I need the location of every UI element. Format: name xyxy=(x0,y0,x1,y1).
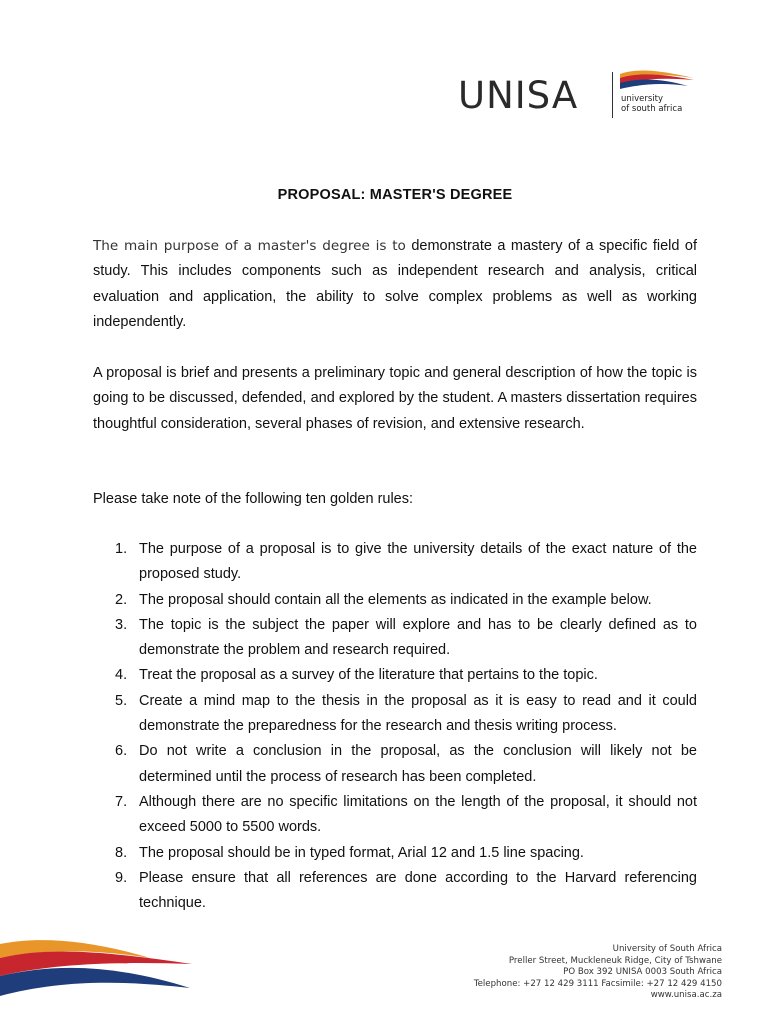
list-item-text: Please ensure that all references are done according to the Harvard referencing technique. xyxy=(139,869,697,912)
list-item-number: 7. xyxy=(115,793,128,810)
list-item-number: 6. xyxy=(115,743,128,760)
list-item-text: The topic is the subject the paper will explore and has to be clearly defined as to demonstrate the problem and research required. xyxy=(139,616,697,659)
list-item xyxy=(93,739,697,790)
footer-line-university: University of South Africa xyxy=(612,944,722,954)
list-item-text: Do not write a conclusion in the proposal, as the conclusion will likely not be determined until the process of research has been completed. xyxy=(139,743,697,785)
logo-wordmark: UNISA xyxy=(458,74,579,117)
list-item-text: Treat the proposal as a survey of the literature that pertains to the topic. xyxy=(139,667,598,684)
list-item-number: 8. xyxy=(115,844,128,861)
flag-swoosh-icon xyxy=(618,68,696,94)
list-item xyxy=(93,790,697,841)
logo-divider xyxy=(612,72,613,118)
list-item-text: The purpose of a proposal is to give the university details of the exact nature of the proposed study. xyxy=(139,541,697,583)
golden-rules-list xyxy=(93,537,697,916)
footer-address xyxy=(402,944,722,1002)
list-item-text: The proposal should contain all the elements as indicated in the example below. xyxy=(139,591,652,608)
footer-line-website: www.unisa.ac.za xyxy=(650,990,722,1001)
list-item-text: The proposal should be in typed format, Arial 12 and 1.5 line spacing. xyxy=(139,844,584,861)
list-item-number: 3. xyxy=(115,616,128,633)
paragraph-purpose xyxy=(93,234,697,335)
logo-subtitle-line2: of south africa xyxy=(621,104,683,114)
logo-subtitle-line1: university xyxy=(621,94,664,104)
footer-line-street: Preller Street, Muckleneuk Ridge, City of Tshwane xyxy=(508,955,722,966)
paragraph-purpose-rest: demonstrate a mastery of a specific field of study. This includes components such as independent research and analysis, critical evaluation and application, the ability to solve complex problems as well as working independently. xyxy=(93,238,697,330)
list-item-number: 9. xyxy=(115,869,128,886)
list-item xyxy=(93,588,697,613)
paragraph-proposal: A proposal is brief and presents a preliminary topic and general description of how the topic is going to be discussed, defended, and explored by the student. A masters dissertation requires thoughtful consideration, several phases of revision, and extensive research. xyxy=(93,365,697,432)
list-item-number: 4. xyxy=(115,667,128,684)
list-item-number: 5. xyxy=(115,692,128,709)
footer-line-phone: Telephone: +27 12 429 3111 Facsimile: +27 12 429 4150 xyxy=(473,978,722,989)
footer-flag-swoosh-icon xyxy=(0,936,200,1002)
list-item xyxy=(93,663,697,688)
unisa-logo xyxy=(458,66,698,122)
list-item xyxy=(93,613,697,664)
page-title: PROPOSAL: MASTER'S DEGREE xyxy=(277,187,513,203)
list-item-text: Although there are no specific limitations on the length of the proposal, it should not exceed 5000 to 5500 words. xyxy=(139,793,697,836)
list-item-text: Create a mind map to the thesis in the proposal as it is easy to read and it could demonstrate the preparedness for the research and thesis writing process. xyxy=(139,692,697,735)
logo-subtitle xyxy=(621,94,682,114)
list-item-number: 1. xyxy=(115,541,128,557)
list-item xyxy=(93,866,697,917)
footer-line-po-box: PO Box 392 UNISA 0003 South Africa xyxy=(563,967,722,978)
paragraph-note: Please take note of the following ten golden rules: xyxy=(93,491,414,507)
paragraph-purpose-lead: The main purpose of a master's degree is to xyxy=(93,238,406,254)
list-item xyxy=(93,689,697,740)
list-item xyxy=(93,841,697,866)
list-item-number: 2. xyxy=(115,591,128,608)
list-item xyxy=(93,537,697,588)
